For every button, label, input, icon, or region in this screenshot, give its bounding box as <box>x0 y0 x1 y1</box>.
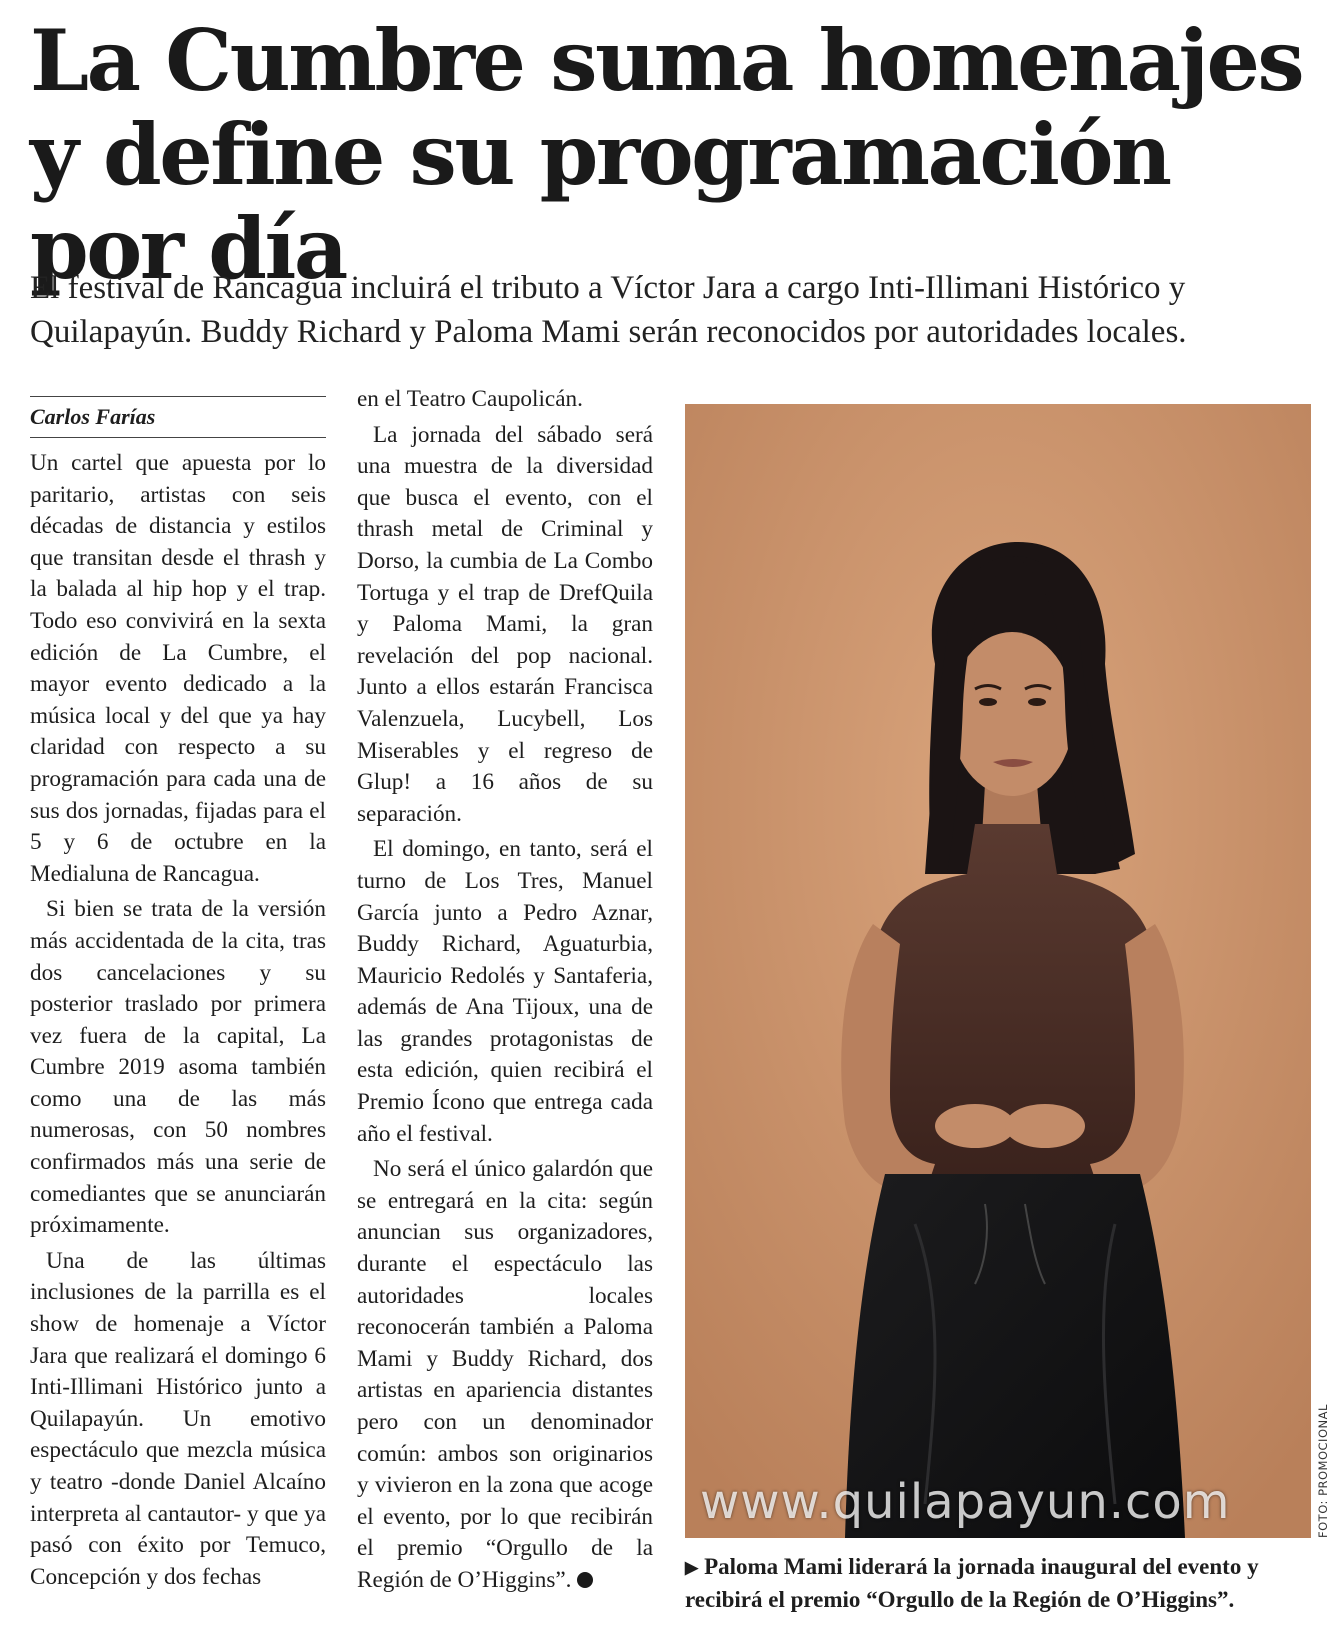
paragraph: en el Teatro Caupolicán. <box>357 386 583 412</box>
paragraph: Si bien se trata de la versión más accidentada de la cita, tras dos cancelaciones y su posterior traslado por primera vez fuera de la capital, La Cumbre 2019 asoma también como una de las más numerosas, con 50 nombres confirmados más una serie de comediantes que se anunciarán próximamente. <box>30 896 326 1239</box>
paragraph: La jornada del sábado será una muestra de la diversidad que busca el evento, con el thrash metal de Criminal y Dorso, la cumbia de La Combo Tortuga y el trap de DrefQuila y Paloma Mami, la gran revelación del pop nacional. Junto a ellos estarán Francisca Valenzuela, Lucybell, Los Miserables y el regreso de Glup! a 16 años de su separación. <box>357 421 653 827</box>
photo-caption <box>685 1551 1325 1616</box>
article-column-1 <box>30 396 326 1593</box>
paragraph: Una de las últimas inclusiones de la parrilla es el show de homenaje a Víctor Jara que realizará el domingo 6 Inti-Illimani Histórico junto a Quilapayún. Un emotivo espectáculo que mezcla música y teatro -donde Daniel Alcaíno interpreta al cantautor- y que ya pasó con éxito por Temuco, Concepción y dos fechas <box>30 1247 326 1590</box>
watermark-text: www.quilapayun.com <box>700 1474 1231 1530</box>
triangle-right-icon: ▶ <box>685 1558 699 1577</box>
byline: Carlos Farías <box>30 404 156 429</box>
article-column-2 <box>357 384 653 1597</box>
portrait-illustration <box>685 404 1311 1538</box>
photo-credit: FOTO: PROMOCIONAL <box>1316 1404 1330 1538</box>
deck-subtitle: El festival de Rancagua incluirá el tributo a Víctor Jara a cargo Inti-Illimani Histórico y Quilapayún. Buddy Richard y Paloma Mami serán reconocidos por autoridades locales. <box>30 270 1187 350</box>
paragraph: Un cartel que apuesta por lo paritario, artistas con seis décadas de distancia y estilos que transitan desde el thrash y la balada al hip hop y el trap. Todo eso convivirá en la sexta edición de La Cumbre, el mayor evento dedicado a la música local y del que ya hay claridad con respecto a su programación para cada una de sus dos jornadas, fijadas para el 5 y 6 de octubre en la Medialuna de Rancagua. <box>30 450 326 887</box>
byline-box <box>30 396 326 438</box>
end-mark-icon <box>577 1572 593 1588</box>
paragraph-text: No será el único galardón que se entregará en la cita: según anuncian sus organizadores, durante el espectáculo las autoridades locales reconocerán también a Paloma Mami y Buddy Richard, dos artistas en apariencia distantes pero con un denominador común: ambos son originarios y vivieron en la zona que acoge el evento, por lo que recibirán el premio “Orgullo de la Región de O’Higgins”. <box>357 1156 653 1593</box>
paragraph <box>357 1154 653 1596</box>
caption-text: Paloma Mami liderará la jornada inaugural del evento y recibirá el premio “Orgullo de la Región de O’Higgins”. <box>685 1554 1259 1612</box>
article-photo <box>685 404 1311 1538</box>
paragraph: El domingo, en tanto, será el turno de Los Tres, Manuel García junto a Pedro Aznar, Buddy Richard, Aguaturbia, Mauricio Redolés y Santaferia, además de Ana Tijoux, una de las grandes protagonistas de esta edición, quien recibirá el Premio Ícono que entrega cada año el festival. <box>357 836 653 1147</box>
headline: La Cumbre suma homenajes y define su programación por día <box>30 11 1303 298</box>
